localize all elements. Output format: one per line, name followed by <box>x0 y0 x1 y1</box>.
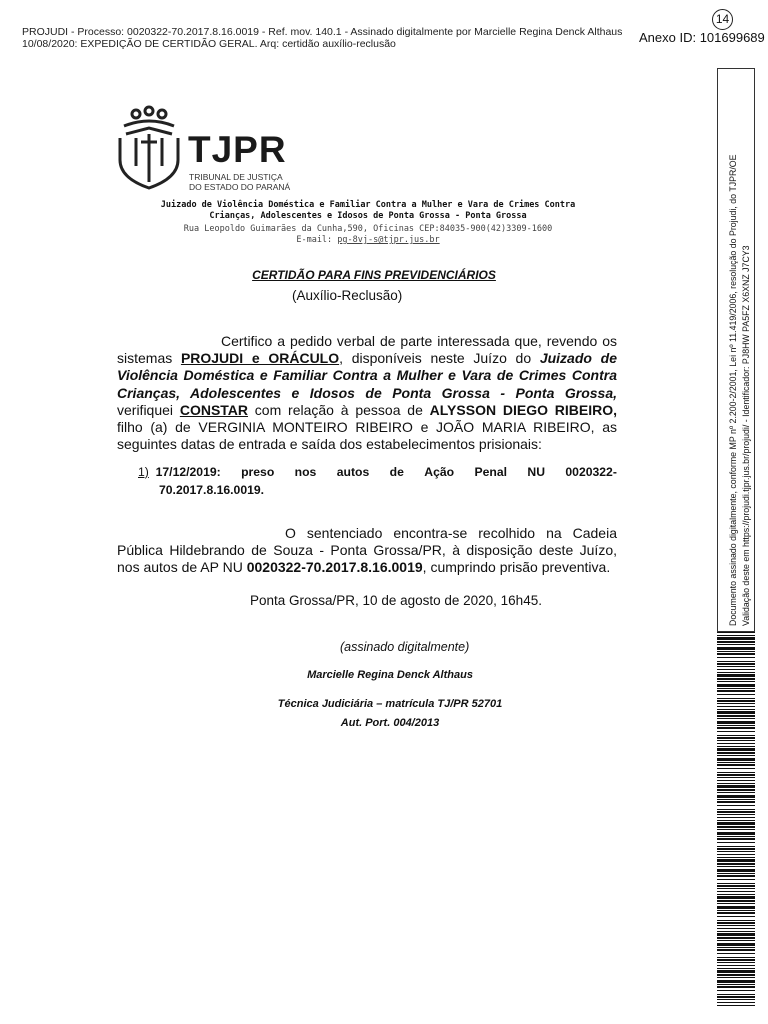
item-word: de <box>389 465 404 479</box>
tjpr-crest-icon <box>114 104 184 190</box>
court-email-line <box>100 234 636 246</box>
signer-role: Técnica Judiciária – matrícula TJ/PR 52701 <box>277 698 503 710</box>
document-title: CERTIDÃO PARA FINS PREVIDENCIÁRIOS <box>252 268 496 282</box>
p1-text-5: filho (a) de VERGINIA MONTEIRO RIBEIRO e JOÃO MARIA RIBEIRO, as seguintes datas de entrada e saída dos estabelecimentos prisionais: <box>117 419 617 453</box>
p1-text-4: com relação à pessoa de <box>248 401 430 418</box>
item-word: nos <box>294 465 317 479</box>
email-label: E-mail: <box>296 235 338 245</box>
document-subtitle: (Auxílio-Reclusão) <box>292 288 403 303</box>
p1-text-1: Certifico a pedido verbal de parte interessada que, revendo os sistemas <box>117 333 617 367</box>
item-word: Ação <box>424 465 455 479</box>
p2-text-1: O sentenciado encontra-se recolhido na Cadeia Pública Hildebrando de Souza - Ponta Grossa/PR, à disposição deste Juízo, nos autos de AP NU <box>117 525 617 576</box>
p1-text-3: verifiquei <box>117 401 180 418</box>
item-number: 1) <box>138 465 149 479</box>
page-number-badge: 14 <box>712 9 733 30</box>
logo-subtitle-2: DO ESTADO DO PARANÁ <box>189 182 291 192</box>
item-word: autos <box>336 465 370 479</box>
p1-systems: PROJUDI e ORÁCULO <box>180 350 340 367</box>
validation-sidebar <box>703 60 757 1008</box>
logo-subtitle-1: TRIBUNAL DE JUSTIÇA <box>189 172 283 182</box>
header-process-line: PROJUDI - Processo: 0020322-70.2017.8.16.0019 - Ref. mov. 140.1 - Assinado digitalmente por Marcielle Regina Denck Althaus <box>22 26 623 38</box>
p1-court: Juizado de Violência Doméstica e Familiar Contra a Mulher e Vara de Crimes Contra Crianças, Adolescentes e Idosos de Ponta Grossa - Ponta Grossa, <box>117 350 617 401</box>
annex-id: Anexo ID: 101699689 <box>639 30 765 45</box>
p2-process: 0020322-70.2017.8.16.0019 <box>246 559 423 576</box>
item-process-number: 70.2017.8.16.0019. <box>159 482 265 497</box>
item-word: NU <box>527 465 545 479</box>
email-link[interactable]: pg-8vj-s@tjpr.jus.br <box>337 235 440 245</box>
validation-line-2: Validação deste em https://projudi.tjpr.jus.br/projudi/ - Identificador: PJ8HW PA5FZ X6XNZ J7CY3 <box>741 245 751 626</box>
item-word: Penal <box>474 465 507 479</box>
validation-text <box>727 76 753 626</box>
list-item <box>138 464 617 499</box>
signer-name: Marcielle Regina Denck Althaus <box>307 669 473 681</box>
item-word: 0020322- <box>565 465 617 479</box>
p1-constar: CONSTAR <box>179 401 249 418</box>
p2-text-2: , cumprindo prisão preventiva. <box>422 559 611 576</box>
court-name-line-1: Juizado de Violência Doméstica e Familiar Contra a Mulher e Vara de Crimes Contra <box>160 200 576 210</box>
certificate-paragraph <box>117 333 617 453</box>
court-name-line-2: Crianças, Adolescentes e Idosos de Ponta Grossa - Ponta Grossa <box>209 211 527 221</box>
item-word: 17/12/2019: <box>155 465 221 479</box>
item-word: preso <box>241 465 275 479</box>
signer-authorization: Aut. Port. 004/2013 <box>340 717 440 729</box>
logo-wordmark: TJPR <box>188 129 287 170</box>
validation-line-1: Documento assinado digitalmente, conforme MP nº 2.200-2/2001, Lei nº 11.419/2006, resolução do Projudi, do TJPR/OE <box>728 154 738 626</box>
p1-person: ALYSSON DIEGO RIBEIRO, <box>429 401 617 418</box>
signature-note: (assinado digitalmente) <box>340 640 470 654</box>
court-address: Rua Leopoldo Guimarães da Cunha,590, Oficinas CEP:84035-900(42)3309-1600 <box>183 224 553 234</box>
custody-paragraph <box>117 525 617 577</box>
p1-text-2: , disponíveis neste Juízo do <box>339 350 540 367</box>
item-text <box>138 464 221 482</box>
header-certificate-line: 10/08/2020: EXPEDIÇÃO DE CERTIDÃO GERAL. Arq: certidão auxílio-reclusão <box>22 38 396 50</box>
date-line: Ponta Grossa/PR, 10 de agosto de 2020, 16h45. <box>250 593 542 608</box>
barcode-icon <box>717 632 755 1006</box>
